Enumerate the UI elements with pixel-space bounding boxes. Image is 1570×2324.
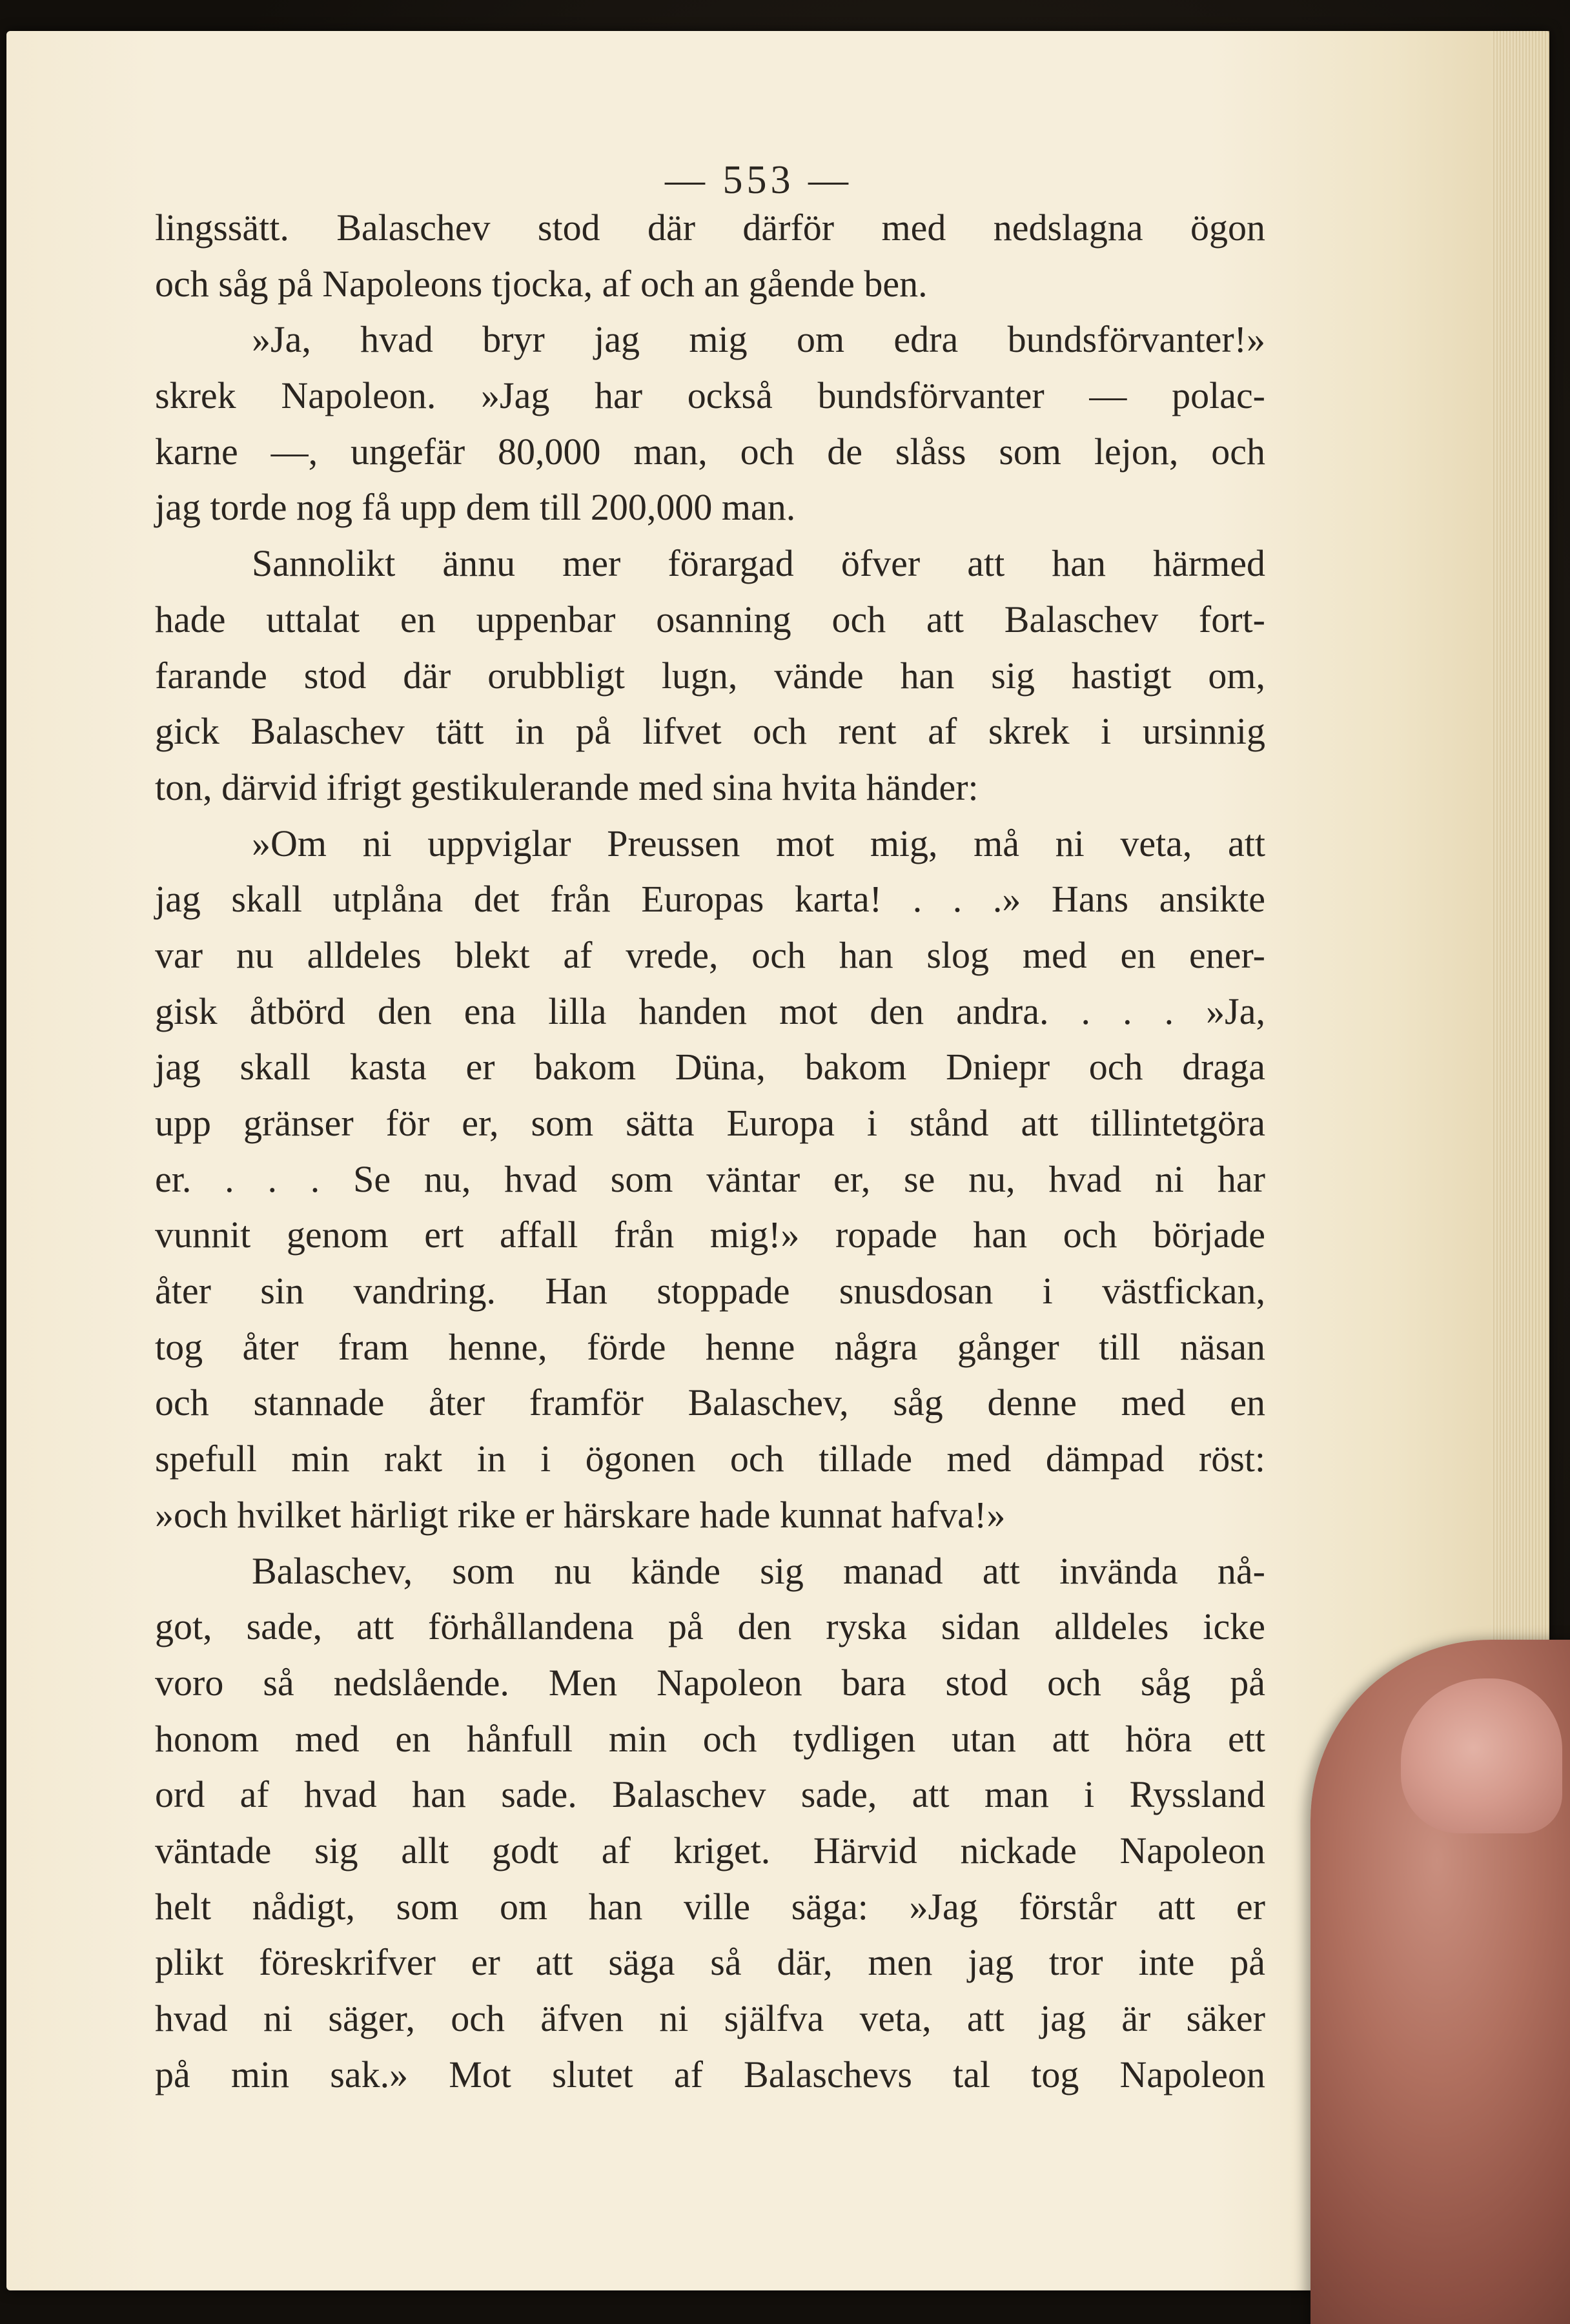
text-line: vunnit genom ert affall från mig!» ropade han och började — [155, 1214, 1265, 1256]
text-line: gick Balaschev tätt in på lifvet och rent af skrek i ursinnig — [155, 710, 1265, 753]
text-line: åter sin vandring. Han stoppade snusdosan i västfickan, — [155, 1270, 1265, 1312]
text-line: jag torde nog få upp dem till 200,000 man. — [155, 486, 796, 529]
text-line: hvad ni säger, och äfven ni själfva veta, att jag är säker — [155, 1997, 1265, 2039]
text-line: »och hvilket härligt rike er härskare hade kunnat hafva!» — [155, 1493, 1006, 1536]
text-line: karne —, ungefär 80,000 man, och de slåss som lejon, och — [155, 430, 1265, 473]
body-text — [155, 200, 1265, 2103]
text-line: spefull min rakt in i ögonen och tillade med dämpad röst: — [155, 1438, 1265, 1480]
text-line: voro så nedslående. Men Napoleon bara stod och såg på — [155, 1661, 1265, 1704]
text-line: »Om ni uppviglar Preussen mot mig, må ni veta, att — [252, 822, 1265, 864]
text-line: tog åter fram henne, förde henne några gånger till näsan — [155, 1325, 1265, 1368]
text-line: ton, därvid ifrigt gestikulerande med sina hvita händer: — [155, 766, 979, 808]
text-line: lingssätt. Balaschev stod där därför med nedslagna ögon — [155, 207, 1265, 249]
page-number: — 553 — — [665, 158, 852, 202]
text-line: helt nådigt, som om han ville säga: »Jag förstår att er — [155, 1885, 1265, 1928]
text-line: got, sade, att förhållandena på den ryska sidan alldeles icke — [155, 1605, 1265, 1648]
text-line: jag skall kasta er bakom Düna, bakom Dniepr och draga — [155, 1046, 1265, 1088]
text-line: var nu alldeles blekt af vrede, och han slog med en ener- — [155, 933, 1265, 976]
text-line: Balaschev, som nu kände sig manad att invända nå- — [252, 1549, 1265, 1592]
text-line: väntade sig allt godt af kriget. Härvid nickade Napoleon — [155, 1829, 1265, 1871]
text-line: ord af hvad han sade. Balaschev sade, att man i Ryssland — [155, 1773, 1265, 1816]
text-line: plikt föreskrifver er att säga så där, men jag tror inte på — [155, 1941, 1265, 1984]
text-line: och stannade åter framför Balaschev, såg denne med en — [155, 1381, 1265, 1424]
text-line: skrek Napoleon. »Jag har också bundsförvanter — polac- — [155, 374, 1265, 417]
text-line: farande stod där orubbligt lugn, vände han sig hastigt om, — [155, 654, 1265, 697]
text-line: upp gränser för er, som sätta Europa i stånd att tillintetgöra — [155, 1102, 1265, 1144]
text-line: er. . . . Se nu, hvad som väntar er, se nu, hvad ni har — [155, 1157, 1265, 1200]
text-line: hade uttalat en uppenbar osanning och att Balaschev fort- — [155, 598, 1265, 640]
text-line: på min sak.» Mot slutet af Balaschevs tal tog Napoleon — [155, 2053, 1265, 2095]
text-line: Sannolikt ännu mer förargad öfver att han härmed — [252, 542, 1265, 585]
text-line: gisk åtbörd den ena lilla handen mot den andra. . . . »Ja, — [155, 990, 1265, 1032]
text-line: och såg på Napoleons tjocka, af och an gående ben. — [155, 262, 928, 305]
text-line: »Ja, hvad bryr jag mig om edra bundsförvanter!» — [252, 318, 1265, 361]
text-line: jag skall utplåna det från Europas karta! . . .» Hans ansikte — [155, 878, 1265, 921]
text-line: honom med en hånfull min och tydligen utan att höra ett — [155, 1717, 1265, 1760]
